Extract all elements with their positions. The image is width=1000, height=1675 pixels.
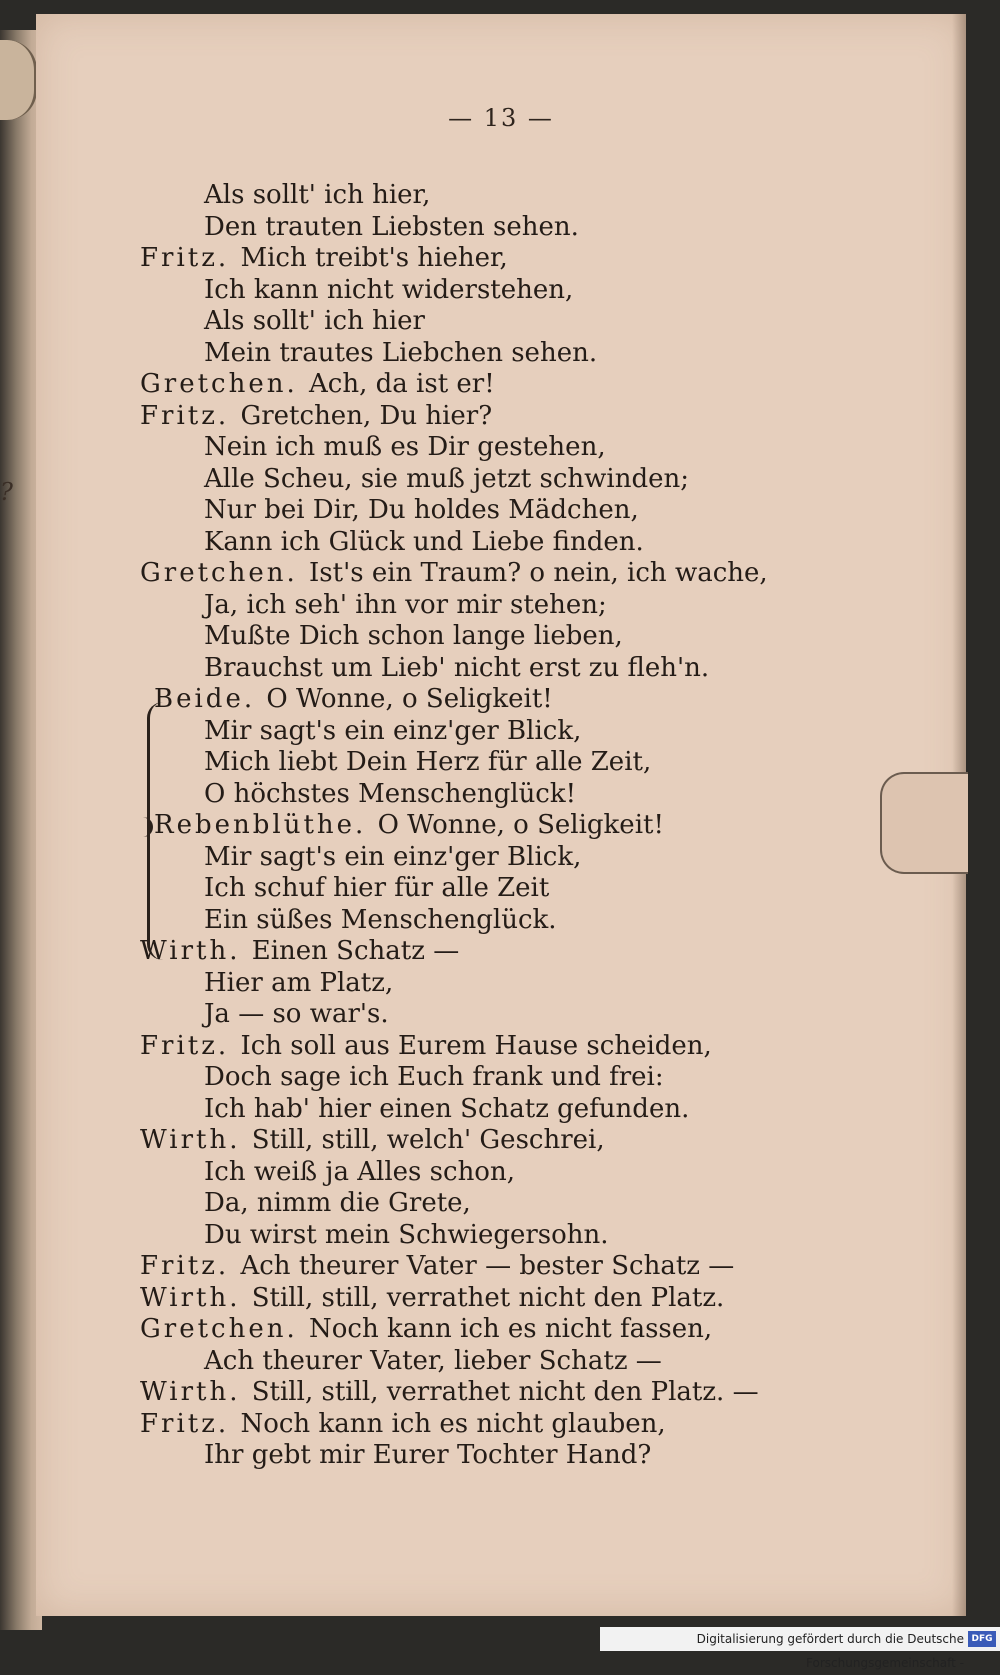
line-text: Ist's ein Traum? o nein, ich wache, [309, 558, 768, 588]
speaker-line [140, 558, 768, 588]
speaker-name: Rebenblüthe. [154, 810, 378, 840]
line-text: Mußte Dich schon lange lieben, [204, 621, 623, 651]
speaker-line [140, 1251, 734, 1281]
line-text: Ja, ich seh' ihn vor mir stehen; [204, 589, 607, 620]
speaker-line [154, 684, 553, 714]
verse-line [204, 653, 709, 683]
speaker-name: Fritz. [140, 1251, 241, 1281]
line-text: Hier am Platz, [204, 967, 394, 998]
line-text: Als sollt' ich hier, [204, 180, 431, 210]
line-text: Still, still, verrathet nicht den Platz. — [251, 1377, 759, 1407]
verse-line [204, 747, 651, 777]
line-text: Ich soll aus Eurem Hause scheiden, [240, 1030, 712, 1061]
line-text: Kann ich Glück und Liebe finden. [204, 526, 644, 557]
book-page [36, 14, 966, 1616]
speaker-line [140, 1125, 605, 1155]
verse-line [204, 842, 581, 872]
verse-line [204, 1440, 651, 1470]
speaker-name: Fritz. [140, 243, 241, 273]
speaker-name: Gretchen. [140, 558, 310, 588]
verse-line [204, 1188, 471, 1218]
line-text: Noch kann ich es nicht glauben, [240, 1408, 666, 1439]
speaker-line [140, 1314, 712, 1344]
verse-line [204, 464, 689, 494]
verse-line [204, 1094, 689, 1124]
speaker-line [140, 369, 495, 399]
page-tab-marker [880, 772, 968, 874]
line-text: Ihr gebt mir Eurer Tochter Hand? [204, 1440, 652, 1470]
line-text: Ich kann nicht widerstehen, [204, 274, 574, 305]
verse-line [204, 716, 581, 746]
verse-line [204, 968, 393, 998]
line-text: Ich hab' hier einen Schatz gefunden. [204, 1093, 690, 1124]
speaker-line [140, 1283, 724, 1313]
digitization-credit: Digitalisierung gefördert durch die Deutsche Forschungsgemeinschaft - [600, 1627, 1000, 1651]
line-text: Als sollt' ich hier [204, 306, 425, 336]
line-text: Ach, da ist er! [309, 369, 495, 399]
speaker-line [140, 401, 492, 431]
line-text: O höchstes Menschenglück! [204, 778, 577, 809]
verse-line [204, 999, 389, 1029]
speaker-name: Gretchen. [140, 1314, 310, 1344]
speaker-name: Fritz. [140, 1030, 241, 1061]
verse-line [204, 590, 607, 620]
line-text: Du wirst mein Schwiegersohn. [204, 1219, 609, 1250]
speaker-name: Wirth. [140, 1282, 252, 1313]
speaker-name: Wirth. [140, 936, 252, 966]
verse-line [204, 212, 579, 242]
verse-line [204, 495, 639, 525]
speaker-line [140, 243, 508, 273]
line-text: Gretchen, Du hier? [240, 400, 493, 431]
line-text: Mir sagt's ein einz'ger Blick, [204, 841, 582, 872]
verse-line [204, 1157, 515, 1187]
line-text: Den trauten Liebsten sehen. [204, 211, 579, 242]
line-text: Ein süßes Menschenglück. [204, 904, 557, 935]
verse-line [204, 873, 549, 903]
speaker-name: Gretchen. [140, 369, 310, 399]
verse-line [204, 275, 573, 305]
line-text: Nein ich muß es Dir gestehen, [204, 432, 606, 462]
speaker-name: Wirth. [140, 1125, 252, 1155]
line-text: Brauchst um Lieb' nicht erst zu fleh'n. [204, 652, 710, 683]
line-text: Da, nimm die Grete, [204, 1188, 471, 1218]
verse-line [204, 1220, 609, 1250]
verse-line [204, 779, 576, 809]
speaker-line [154, 810, 664, 840]
speaker-line [140, 1377, 759, 1407]
verse-line [204, 432, 606, 462]
verse-line [204, 1346, 662, 1376]
line-text: Mir sagt's ein einz'ger Blick, [204, 715, 582, 746]
verse-line [204, 180, 430, 210]
line-text: Still, still, verrathet nicht den Platz. [251, 1282, 725, 1313]
page-number: — 13 — [448, 104, 554, 132]
speaker-line [140, 936, 459, 966]
verse-line [204, 1062, 664, 1092]
speaker-name: Beide. [154, 684, 267, 714]
speaker-line [140, 1409, 666, 1439]
verse-line [204, 527, 644, 557]
line-text: Alle Scheu, sie muß jetzt schwinden; [204, 463, 689, 494]
speaker-name: Fritz. [140, 400, 241, 431]
line-text: Einen Schatz — [251, 936, 460, 966]
line-text: Nur bei Dir, Du holdes Mädchen, [204, 495, 639, 525]
speaker-line [140, 1031, 712, 1061]
line-text: O Wonne, o Seligkeit! [266, 684, 553, 714]
margin-mark: ? [0, 478, 13, 506]
line-text: Ich schuf hier für alle Zeit [204, 873, 550, 903]
line-text: Still, still, welch' Geschrei, [251, 1125, 605, 1155]
speaker-name: Wirth. [140, 1377, 252, 1407]
verse-line [204, 306, 425, 336]
line-text: Ach theurer Vater — bester Schatz — [240, 1251, 735, 1281]
line-text: Mein trautes Liebchen sehen. [204, 337, 598, 368]
line-text: Ach theurer Vater, lieber Schatz — [204, 1345, 662, 1376]
speaker-name: Fritz. [140, 1408, 241, 1439]
dfg-logo: DFG [968, 1631, 996, 1647]
line-text: Mich treibt's hieher, [240, 243, 508, 273]
line-text: Doch sage ich Euch frank und frei: [204, 1062, 664, 1092]
verse-line [204, 338, 597, 368]
verse-line [204, 905, 557, 935]
line-text: Ich weiß ja Alles schon, [204, 1156, 515, 1187]
line-text: Mich liebt Dein Herz für alle Zeit, [204, 747, 652, 777]
line-text: Noch kann ich es nicht fassen, [309, 1314, 713, 1344]
line-text: Ja — so war's. [204, 999, 389, 1029]
verse-line [204, 621, 623, 651]
line-text: O Wonne, o Seligkeit! [377, 810, 664, 840]
